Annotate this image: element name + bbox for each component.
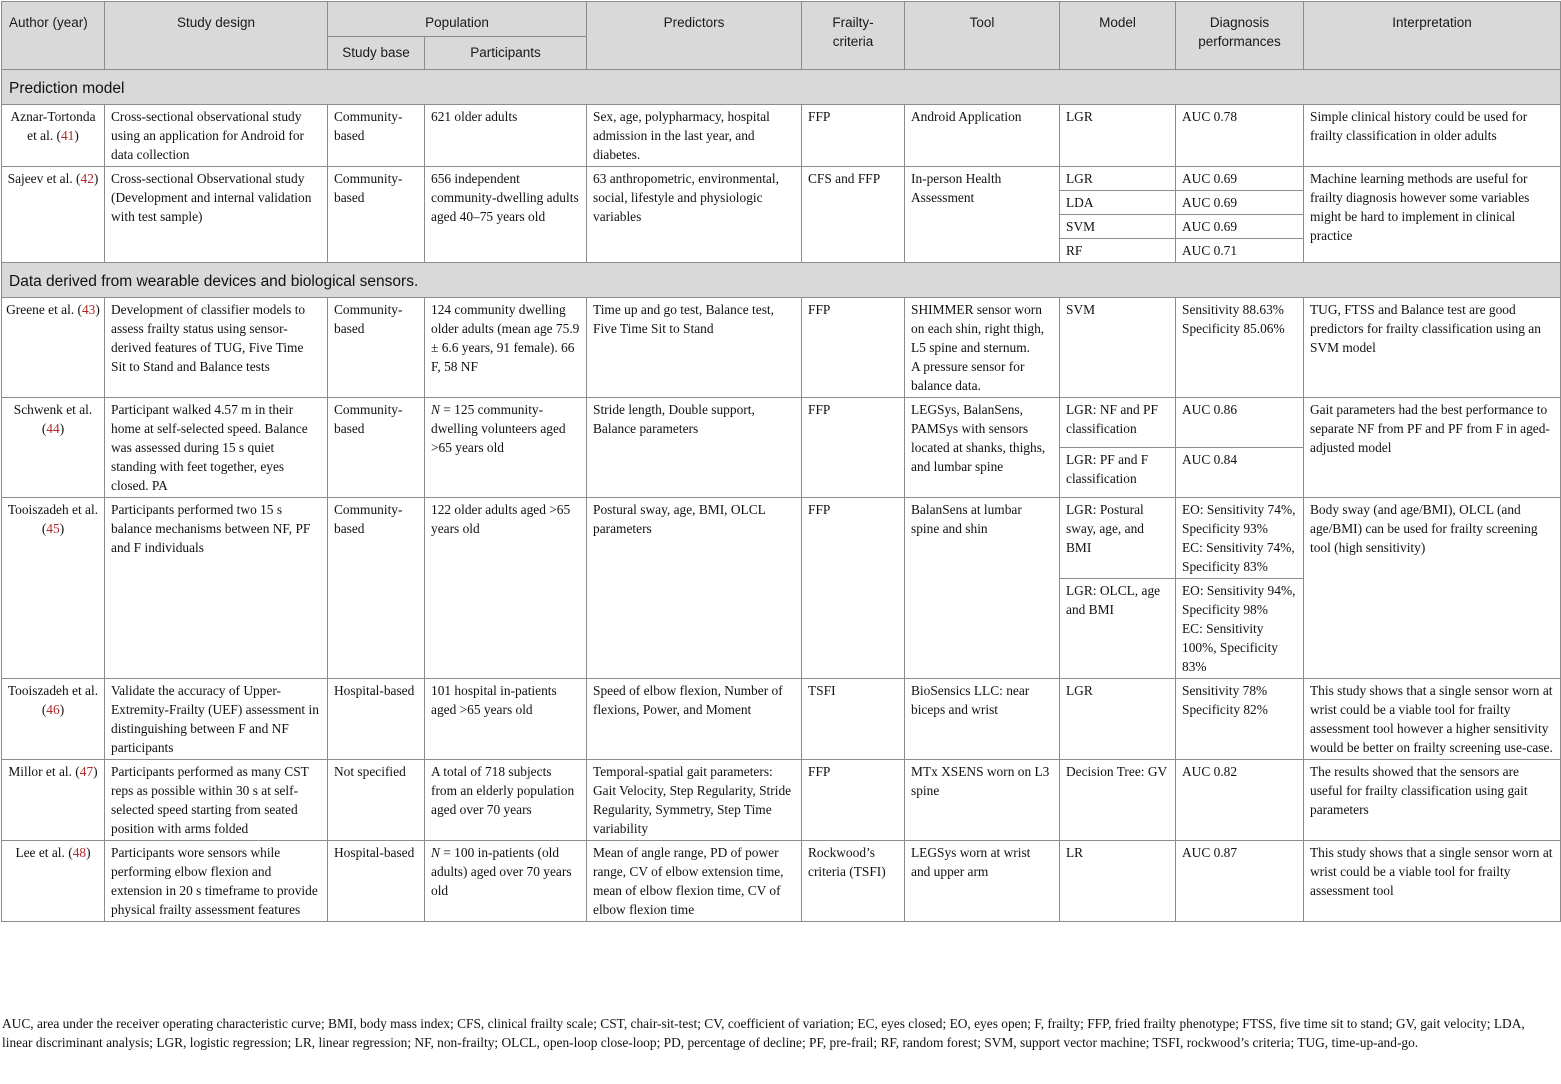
tool-line: A pressure sensor for balance data. bbox=[911, 359, 1025, 393]
diagnosis-cell: AUC 0.87 bbox=[1176, 841, 1304, 922]
interpretation-cell: This study shows that a single sensor worn at wrist could be a viable tool for frailty assessment tool however a higher sensitivity would be better on frailty screening use-case. bbox=[1304, 679, 1561, 760]
study-design-cell: Cross-sectional observational study using an application for Android for data collection bbox=[105, 105, 328, 167]
author-name: Lee et al. bbox=[15, 845, 65, 860]
n-label: N bbox=[431, 845, 440, 860]
author-name: Tooiszadeh et al. bbox=[7, 683, 99, 698]
diag-line: EO: Sensitivity 74%, Specificity 93% bbox=[1182, 502, 1296, 536]
criteria-cell: FFP bbox=[802, 105, 905, 167]
diag-line: EO: Sensitivity 94%, Specificity 98% bbox=[1182, 583, 1296, 617]
author-cell: Greene et al. (43) bbox=[2, 298, 105, 398]
header-author: Author (year) bbox=[2, 2, 105, 70]
header-study-design: Study design bbox=[105, 2, 328, 70]
participants-cell: 122 older adults aged >65 years old bbox=[425, 498, 587, 679]
table-row bbox=[2, 498, 1561, 579]
interpretation-cell: This study shows that a single sensor worn at wrist could be a viable tool for frailty assessment tool bbox=[1304, 841, 1561, 922]
interpretation-cell: Simple clinical history could be used for frailty classification in older adults bbox=[1304, 105, 1561, 167]
study-design-cell: Participants wore sensors while performing elbow flexion and extension in 20 s timeframe to provide physical frailty assessment features bbox=[105, 841, 328, 922]
author-name: Millor et al. bbox=[8, 764, 72, 779]
reference-link[interactable]: 42 bbox=[80, 171, 94, 186]
model-cell: LGR bbox=[1060, 167, 1176, 191]
participants-cell: A total of 718 subjects from an elderly population aged over 70 years bbox=[425, 760, 587, 841]
diag-line: Specificity 85.06% bbox=[1182, 321, 1285, 336]
model-cell: LGR: NF and PF classification bbox=[1060, 398, 1176, 448]
participants-cell: 101 hospital in-patients aged >65 years old bbox=[425, 679, 587, 760]
study-base-cell: Community-based bbox=[328, 298, 425, 398]
diagnosis-cell: AUC 0.69 bbox=[1176, 167, 1304, 191]
diagnosis-cell: AUC 0.86 bbox=[1176, 398, 1304, 448]
table-container bbox=[1, 1, 1560, 922]
header-population: Population bbox=[328, 2, 587, 37]
model-cell: LGR bbox=[1060, 679, 1176, 760]
table-row bbox=[2, 679, 1561, 760]
author-name: Tooiszadeh et al. bbox=[7, 502, 99, 517]
author-name: Sajeev et al. bbox=[7, 171, 73, 186]
criteria-cell: FFP bbox=[802, 498, 905, 679]
diag-line: Sensitivity 78% bbox=[1182, 683, 1268, 698]
participants-cell: 124 community dwelling older adults (mean age 75.9 ± 6.6 years, 91 female). 66 F, 58 NF bbox=[425, 298, 587, 398]
table-header bbox=[2, 2, 1561, 70]
model-cell: Decision Tree: GV bbox=[1060, 760, 1176, 841]
model-cell: LDA bbox=[1060, 191, 1176, 215]
study-base-cell: Community-based bbox=[328, 498, 425, 679]
predictors-cell: Time up and go test, Balance test, Five Time Sit to Stand bbox=[587, 298, 802, 398]
criteria-cell: FFP bbox=[802, 398, 905, 498]
study-base-cell: Community-based bbox=[328, 398, 425, 498]
header-frailty-criteria-line2: criteria bbox=[832, 34, 874, 49]
author-cell: Aznar-Tortonda et al. (41) bbox=[2, 105, 105, 167]
reference-link[interactable]: 47 bbox=[79, 764, 94, 779]
header-study-base: Study base bbox=[328, 37, 425, 70]
table-footnote: AUC, area under the receiver operating characteristic curve; BMI, body mass index; CFS, clinical frailty scale; CST, chair-sit-test; CV, coefficient of variation; EC, eyes closed; EO, eyes open; F, frailty; FFP, fried frailty phenotype; FTSS, five time sit to stand; GV, gait velocity; LDA, linear discriminant analysis; LGR, logistic regression; LR, linear regression; NF, non-frailty; OLCL, open-loop close-loop; PD, percentage of decline; PF, pre-frail; RF, random forest; SVM, support vector machine; TSFI, rockwood’s criteria; TUG, time-up-and-go. bbox=[2, 1016, 1525, 1050]
participants-cell bbox=[425, 398, 587, 498]
participants-text: = 125 community-dwelling volunteers aged >65 years old bbox=[431, 402, 566, 455]
model-cell: LGR: OLCL, age and BMI bbox=[1060, 579, 1176, 679]
criteria-cell: TSFI bbox=[802, 679, 905, 760]
model-cell: LGR: Postural sway, age, and BMI bbox=[1060, 498, 1176, 579]
reference-link[interactable]: 46 bbox=[46, 702, 60, 717]
participants-cell: 621 older adults bbox=[425, 105, 587, 167]
tool-cell: BioSensics LLC: near biceps and wrist bbox=[905, 679, 1060, 760]
header-diagnosis-performances bbox=[1176, 2, 1304, 70]
study-base-cell: Community-based bbox=[328, 105, 425, 167]
study-design-cell: Validate the accuracy of Upper-Extremity-Frailty (UEF) assessment in distinguishing between F and NF participants bbox=[105, 679, 328, 760]
table-body bbox=[2, 70, 1561, 922]
participants-cell: 656 independent community-dwelling adults aged 40–75 years old bbox=[425, 167, 587, 263]
criteria-cell: Rockwood’s criteria (TSFI) bbox=[802, 841, 905, 922]
author-cell: Sajeev et al. (42) bbox=[2, 167, 105, 263]
diag-line: EC: Sensitivity 100%, Specificity 83% bbox=[1182, 621, 1278, 674]
tool-cell: LEGSys, BalanSens, PAMSys with sensors located at shanks, thighs, and lumbar spine bbox=[905, 398, 1060, 498]
tool-cell bbox=[905, 298, 1060, 398]
study-base-cell: Community-based bbox=[328, 167, 425, 263]
table-row bbox=[2, 760, 1561, 841]
tool-cell: MTx XSENS worn on L3 spine bbox=[905, 760, 1060, 841]
header-interpretation: Interpretation bbox=[1304, 2, 1561, 70]
diagnosis-cell: AUC 0.71 bbox=[1176, 239, 1304, 263]
diagnosis-cell bbox=[1176, 679, 1304, 760]
author-cell: Tooiszadeh et al. (46) bbox=[2, 679, 105, 760]
model-cell: RF bbox=[1060, 239, 1176, 263]
study-design-cell: Participants performed two 15 s balance mechanisms between NF, PF and F individuals bbox=[105, 498, 328, 679]
study-design-cell: Participants performed as many CST reps as possible within 30 s at self-selected speed starting from seated position with arms folded bbox=[105, 760, 328, 841]
n-label: N bbox=[431, 402, 440, 417]
header-tool: Tool bbox=[905, 2, 1060, 70]
author-name: Schwenk et al. bbox=[13, 402, 93, 417]
section-prediction-model: Prediction model bbox=[2, 70, 1561, 105]
diagnosis-cell bbox=[1176, 298, 1304, 398]
tool-cell: BalanSens at lumbar spine and shin bbox=[905, 498, 1060, 679]
participants-cell bbox=[425, 841, 587, 922]
tool-cell: Android Application bbox=[905, 105, 1060, 167]
header-participants: Participants bbox=[425, 37, 587, 70]
study-design-cell: Cross-sectional Observational study (Development and internal validation with test sample) bbox=[105, 167, 328, 263]
author-cell: Schwenk et al. (44) bbox=[2, 398, 105, 498]
reference-link[interactable]: 41 bbox=[60, 128, 75, 143]
tool-cell: In-person Health Assessment bbox=[905, 167, 1060, 263]
header-frailty-criteria-line1: Frailty- bbox=[832, 15, 874, 30]
study-design-cell: Participant walked 4.57 m in their home at self-selected speed. Balance was assessed during 15 s quiet standing with feet together, eyes closed. PA bbox=[105, 398, 328, 498]
predictors-cell: 63 anthropometric, environmental, social, lifestyle and physiologic variables bbox=[587, 167, 802, 263]
interpretation-cell: TUG, FTSS and Balance test are good predictors for frailty classification using an SVM model bbox=[1304, 298, 1561, 398]
diagnosis-cell: AUC 0.69 bbox=[1176, 215, 1304, 239]
predictors-cell: Stride length, Double support, Balance parameters bbox=[587, 398, 802, 498]
diagnosis-cell: AUC 0.84 bbox=[1176, 448, 1304, 498]
diagnosis-cell: AUC 0.78 bbox=[1176, 105, 1304, 167]
studies-table bbox=[1, 1, 1561, 922]
model-cell: LR bbox=[1060, 841, 1176, 922]
criteria-cell: FFP bbox=[802, 298, 905, 398]
header-model: Model bbox=[1060, 2, 1176, 70]
interpretation-cell: Gait parameters had the best performance to separate NF from PF and PF from F in aged-adjusted model bbox=[1304, 398, 1561, 498]
diag-line: Sensitivity 88.63% bbox=[1182, 302, 1284, 317]
predictors-cell: Temporal-spatial gait parameters: Gait Velocity, Step Regularity, Stride Regularity, Symmetry, Step Time variability bbox=[587, 760, 802, 841]
table-row bbox=[2, 298, 1561, 398]
model-cell: LGR bbox=[1060, 105, 1176, 167]
study-base-cell: Hospital-based bbox=[328, 679, 425, 760]
reference-link[interactable]: 44 bbox=[46, 421, 60, 436]
interpretation-cell: The results showed that the sensors are useful for frailty classification using gait parameters bbox=[1304, 760, 1561, 841]
predictors-cell: Mean of angle range, PD of power range, CV of elbow extension time, mean of elbow flexion time, CV of elbow flexion time bbox=[587, 841, 802, 922]
predictors-cell: Postural sway, age, BMI, OLCL parameters bbox=[587, 498, 802, 679]
reference-link[interactable]: 43 bbox=[81, 302, 96, 317]
author-cell: Millor et al. (47) bbox=[2, 760, 105, 841]
section-wearable-devices: Data derived from wearable devices and biological sensors. bbox=[2, 263, 1561, 298]
tool-line: SHIMMER sensor worn on each shin, right thigh, L5 spine and sternum. bbox=[911, 302, 1045, 355]
diagnosis-cell: AUC 0.69 bbox=[1176, 191, 1304, 215]
diag-line: EC: Sensitivity 74%, Specificity 83% bbox=[1182, 540, 1295, 574]
predictors-cell: Speed of elbow flexion, Number of flexions, Power, and Moment bbox=[587, 679, 802, 760]
model-cell: SVM bbox=[1060, 298, 1176, 398]
interpretation-cell: Machine learning methods are useful for frailty diagnosis however some variables might be hard to implement in clinical practice bbox=[1304, 167, 1561, 263]
reference-link[interactable]: 45 bbox=[46, 521, 60, 536]
diagnosis-cell bbox=[1176, 498, 1304, 579]
predictors-cell: Sex, age, polypharmacy, hospital admission in the last year, and diabetes. bbox=[587, 105, 802, 167]
diag-line: Specificity 82% bbox=[1182, 702, 1268, 717]
criteria-cell: FFP bbox=[802, 760, 905, 841]
participants-text: = 100 in-patients (old adults) aged over 70 years old bbox=[431, 845, 572, 898]
header-frailty-criteria bbox=[802, 2, 905, 70]
author-cell: Tooiszadeh et al. (45) bbox=[2, 498, 105, 679]
header-predictors: Predictors bbox=[587, 2, 802, 70]
table-row bbox=[2, 841, 1561, 922]
reference-link[interactable]: 48 bbox=[72, 845, 87, 860]
criteria-cell: CFS and FFP bbox=[802, 167, 905, 263]
author-name: Aznar-Tortonda et al. bbox=[10, 109, 96, 143]
model-cell: LGR: PF and F classification bbox=[1060, 448, 1176, 498]
header-diag-line1: Diagnosis bbox=[1209, 15, 1270, 30]
tool-cell: LEGSys worn at wrist and upper arm bbox=[905, 841, 1060, 922]
author-name: Greene et al. bbox=[6, 302, 75, 317]
author-cell: Lee et al. (48) bbox=[2, 841, 105, 922]
diagnosis-cell bbox=[1176, 579, 1304, 679]
table-row bbox=[2, 398, 1561, 448]
interpretation-cell: Body sway (and age/BMI), OLCL (and age/BMI) can be used for frailty screening tool (high sensitivity) bbox=[1304, 498, 1561, 679]
table-row bbox=[2, 105, 1561, 167]
study-design-cell: Development of classifier models to assess frailty status using sensor-derived features of TUG, Five Time Sit to Stand and Balance tests bbox=[105, 298, 328, 398]
study-base-cell: Hospital-based bbox=[328, 841, 425, 922]
study-base-cell: Not specified bbox=[328, 760, 425, 841]
header-diag-line2: performances bbox=[1198, 34, 1281, 49]
model-cell: SVM bbox=[1060, 215, 1176, 239]
diagnosis-cell: AUC 0.82 bbox=[1176, 760, 1304, 841]
table-row bbox=[2, 167, 1561, 191]
